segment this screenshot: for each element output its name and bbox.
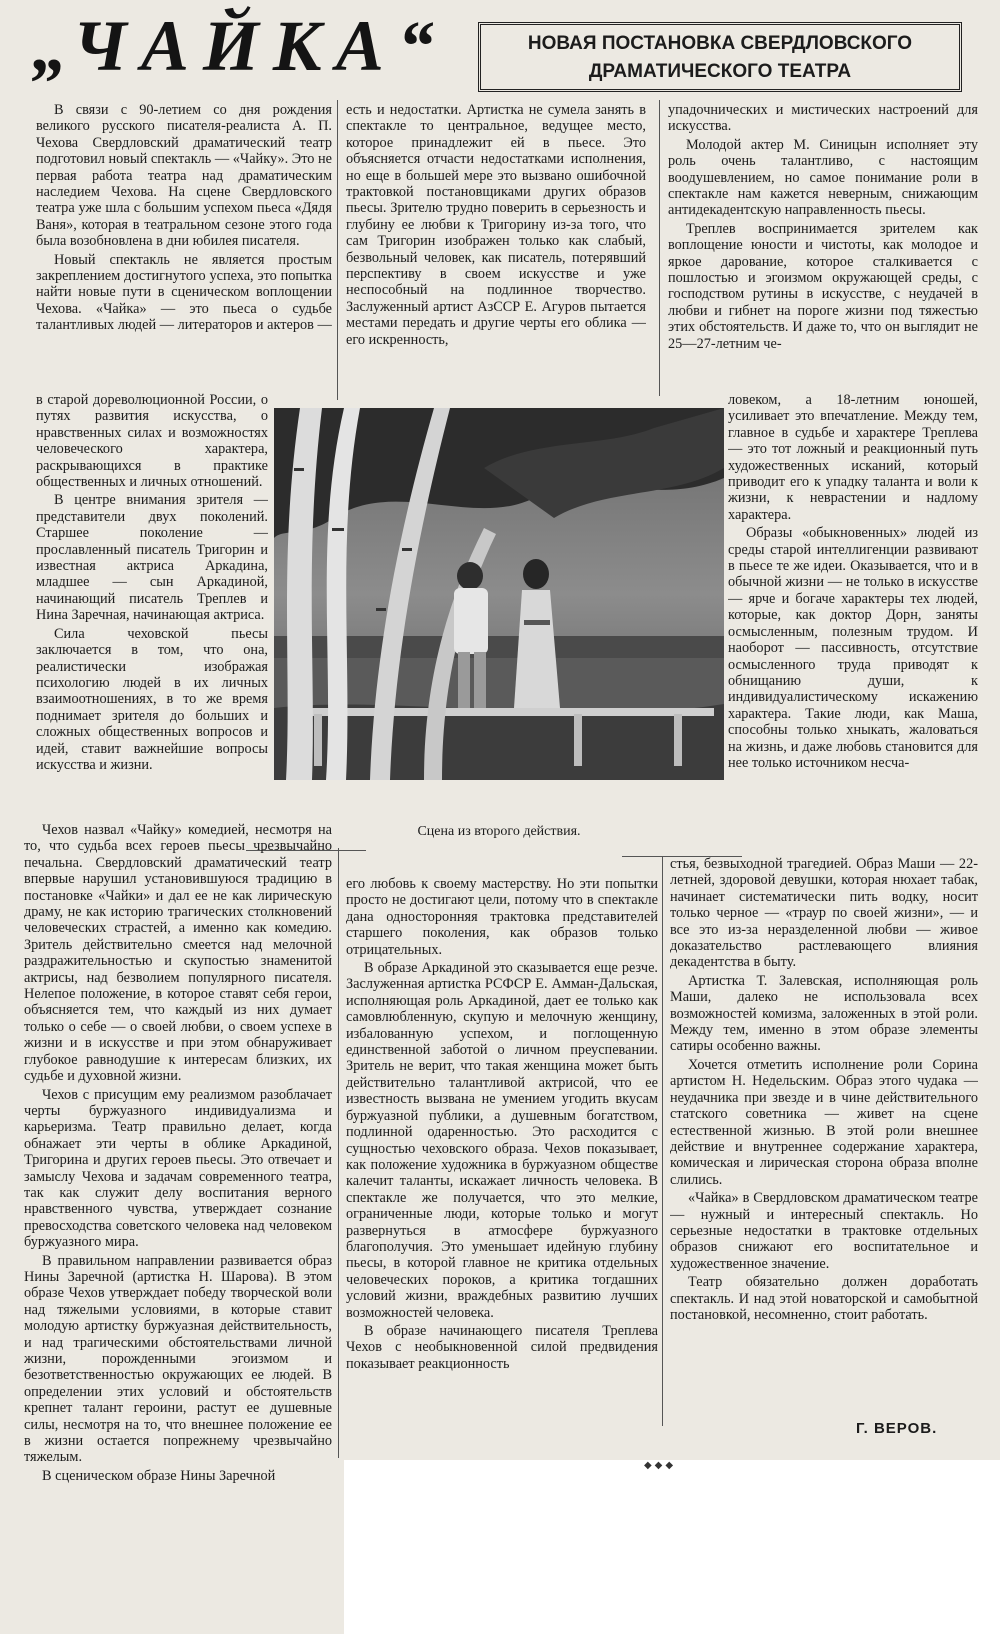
paragraph: Образы «обыкновенных» людей из среды старой интеллигенции развивают в пьесе те же идеи. Оказывается, что и в обычной жизни — не только в искусстве — ярче и богаче характеры тех людей, которые, как доктор Дорн, заняты осмысленным, полезным трудом. И наоборот — пассивность, отсутствие осмысленного труда приводят к обнищанию души, к индивидуалистическому искажению характера. Такие люди, как Маша, способны только хныкать, жаловаться на жизнь, и даже любовь становится для нее только источником несча-	[728, 525, 978, 771]
subheadline-line-1: НОВАЯ ПОСТАНОВКА СВЕРДЛОВСКОГО	[527, 33, 913, 54]
paragraph: ловеком, а 18-летним юношей, усиливает это впечатление. Между тем, главное в судьбе и характере Треплева — это тот ложный и реакционный путь художественных исканий, который приводит его к упадку таланта и воли к жизни, к неврастении и надлому характера.	[728, 392, 978, 523]
subheadline-line-2: ДРАМАТИЧЕСКОГО ТЕАТРА	[588, 61, 852, 82]
subheadline-box	[478, 22, 962, 92]
paragraph: Хочется отметить исполнение роли Сорина артистом Н. Недельским. Образ этого чудака — неудачника при звезде и в чине действительного статского советника — живет на сцене естественной жизнью. В этой роли внешнее действие и внутреннее содержание характера, комическая и лирическая сторона образа вполне слились.	[670, 1056, 978, 1188]
end-ornament: ◆◆◆	[643, 1460, 677, 1471]
paragraph: В правильном направлении развивается образ Нины Заречной (артистка Н. Шарова). В этом образе Чехов утверждает победу творческой воли над тяжелыми условиями, в которые ставит молодую артистку буржуазная действительность, и над трагическими обстоятельствами личной жизни, порожденными эгоизмом и безответственностью окружающих ее людей. В определении этих условий и обстоятельств крепнет талант героини, растут ее душевные силы, несмотря на то, что внешнее положение ее в жизни остается попрежнему чрезвычайно тяжелым.	[24, 1252, 332, 1466]
column-3-bottom	[670, 856, 978, 1410]
paragraph: В образе начинающего писателя Треплева Чехов с необыкновенной силой предвидения показывает реакционность	[346, 1322, 658, 1372]
paragraph: Театр обязательно должен доработать спектакль. И над этой новаторской и самобытной постановкой, несомненно, стоит работать.	[670, 1274, 978, 1323]
column-rule-left-upper	[337, 100, 338, 400]
paragraph: В сценическом образе Нины Заречной	[42, 1467, 276, 1484]
scene-photo	[274, 408, 724, 780]
paragraph: Сила чеховской пьесы заключается в том, что она, реалистически изображая психологию людей в их личных взаимоотношениях, в то же время поднимает зрителя до больших и сложных общественных вопросов и идей, ставит важнейшие вопросы искусства и жизни.	[36, 625, 268, 773]
photo-caption: Сцена из второго действия.	[417, 824, 581, 839]
column-rule-left-lower	[338, 848, 339, 1458]
column-3-middle	[728, 392, 978, 856]
paragraph: в старой дореволюционной России, о путях развития искусства, о нравственных силах и возможностях человеческого характера, раскрывающихся в практике общественных и личных отношений.	[36, 392, 268, 491]
column-1-top	[36, 102, 332, 392]
column-rule-right-upper	[659, 100, 660, 396]
paragraph: Молодой актер М. Синицын исполняет эту роль очень талантливо, с настоящим воодушевлением, но самое понимание роли в спектакле нам кажется неверным, снижающим антидекадентскую направленность пьесы.	[668, 136, 978, 219]
headline: „ЧАЙКА“	[32, 6, 448, 86]
paragraph: Артистка Т. Залевская, исполняющая роль Маши, далеко не использовала всех возможностей комизма, заложенных в этой роли. Между тем, именно в этом образе элементы сатиры особенно важны.	[670, 972, 978, 1055]
paragraph: В центре внимания зрителя — представители двух поколений. Старшее поколение — прославленный писатель Тригорин и известная актриса Аркадина, младшее — сын Аркадиной, начинающий писатель Треплев и Нина Заречная, начинающая актриса.	[36, 492, 268, 624]
column-3-top	[668, 102, 978, 394]
paragraph: В образе Аркадиной это сказывается еще резче. Заслуженная артистка РСФСР Е. Амман-Дальская, исполняющая роль Аркадиной, дает ее только как самовлюбленную, скупую и мелочную женщину, избалованную успехом, и поглощенную единственной заботой о личном преуспевании. Зритель не верит, что такая женщина может быть действительно талантливой актрисой, что ее известность вызвана не умением угодить вкусам буржуазной публики, а душевным богатством, подлинной одаренностью. Это расходится с сущностью чеховского образа. Чехов показывает, как положение художника в буржуазном обществе калечит таланты, искажает личность человека. В спектакле же получается, что это мелкие, ограниченные люди, которые только и могут развернуться в атмосфере буржуазного благополучия. Это уменьшает идейную глубину пьесы, в которой главное не критика отдельных человеческих пороков, а критика тогдашних условий жизни, враждебных развитию лучших возможностей человека.	[346, 960, 658, 1321]
paragraph: В связи с 90-летием со дня рождения великого русского писателя-реалиста А. П. Чехова Свердловский драматический театр подготовил новый спектакль — «Чайку». Это не первая работа театра над драматическим наследием Чехова. На сцене Свердловского театра уже шла с большим успехом пьеса «Дядя Ваня», которая в театральном сезоне этого года была возобновлена в дни юбилея писателя.	[36, 102, 332, 250]
column-rule-right-lower	[662, 856, 663, 1426]
column-1-bottom	[24, 822, 332, 1634]
paragraph: стья, безвыходной трагедией. Образ Маши — 22-летней, здоровой девушки, которая нюхает табак, начинает систематически пить водку, носит только черное — «траур по своей жизни», — и все это из-за неразделенной любви — живое доказательство растлевающего влияния декадентства в быту.	[670, 856, 978, 971]
paragraph: «Чайка» в Свердловском драматическом театре — нужный и интересный спектакль. Но серьезные недостатки в трактовке отдельных образов снижают его воспитательное и художественное значение.	[670, 1190, 978, 1272]
paragraph: Чехов с присущим ему реализмом разоблачает черты буржуазного индивидуализма и карьеризма. Театр правильно делает, когда обнажает эти черты в облике Аркадиной, Тригорина и других героев пьесы. Это отвечает и замыслу Чехова и задачам современного театра, так как служит делу воспитания верного нравственного чувства, утверждает сознание превосходства советского человека над человеком буржуазного мира.	[24, 1086, 332, 1251]
paragraph: Новый спектакль не является простым закреплением достигнутого успеха, это попытка найти новые пути в сценическом воплощении Чехова. «Чайка» — это пьеса о судьбе талантливых людей — литераторов и актеров —	[36, 251, 332, 334]
paragraph: упадочнических и мистических настроений для искусства.	[668, 102, 978, 135]
paragraph: Треплев воспринимается зрителем как воплощение юности и чистоты, как молодое и яркое дарование, которое сталкивается с пошлостью и эгоизмом окружающей среды, с господством рутины в искусстве, с неудачей в любви и гибнет на пороге жизни под тяжестью этих обстоятельств. И даже то, что он выглядит не 25—27-летним че-	[668, 220, 978, 352]
paragraph: Чехов назвал «Чайку» комедией, несмотря на то, что судьба всех героев пьесы чрезвычайно печальна. Свердловский драматический театр впервые нарушил установившуюся традицию в постановке «Чайки» и дал ее не как лирическую драму, не как историю трагических столкновений человеческих страстей, а именно как комедию. Зритель действительно смеется над мелочной раздражительностью и скупостью знаменитой актрисы, над безволием популярного писателя. Нелепое положение, в которое ставят себя герои, объясняется тем, что каждый из них думает только о себе — о своей любви, о своем успехе в жизни и в искусстве и при этом обнаруживает глубокое равнодушие к интересам близких, их судьбе и духовной жизни.	[24, 822, 332, 1085]
scene-photo-image	[274, 408, 724, 780]
paragraph: его любовь к своему мастерству. Но эти попытки просто не достигают цели, потому что в спектакле дана односторонняя трактовка представителей старшего поколения, как образов только отрицательных.	[346, 876, 658, 958]
column-2-top	[346, 102, 646, 400]
column-1-middle	[36, 392, 268, 822]
paragraph: есть и недостатки. Артистка не сумела занять в спектакле то центральное, ведущее место, которое принадлежит ей в пьесе. Это объясняется отчасти недостатками исполнения, но еще в большей мере это вызвано ошибочной трактовкой постановщиками других образов пьесы. Зрителю трудно поверить в серьезность и глубину ее любви к Тригорину из-за того, что сам Тригорин изображен только как слабый, безвольный человек, как писатель, потерявший перспективу в своем искусстве и уже неспособный на подлинное творчество. Заслуженный артист АзССР Е. Агуров пытается местами передать и другие черты его облика — его искренность,	[346, 102, 646, 348]
column-2-bottom	[346, 876, 658, 1456]
author-signature: Г. ВЕРОВ.	[856, 1420, 938, 1437]
